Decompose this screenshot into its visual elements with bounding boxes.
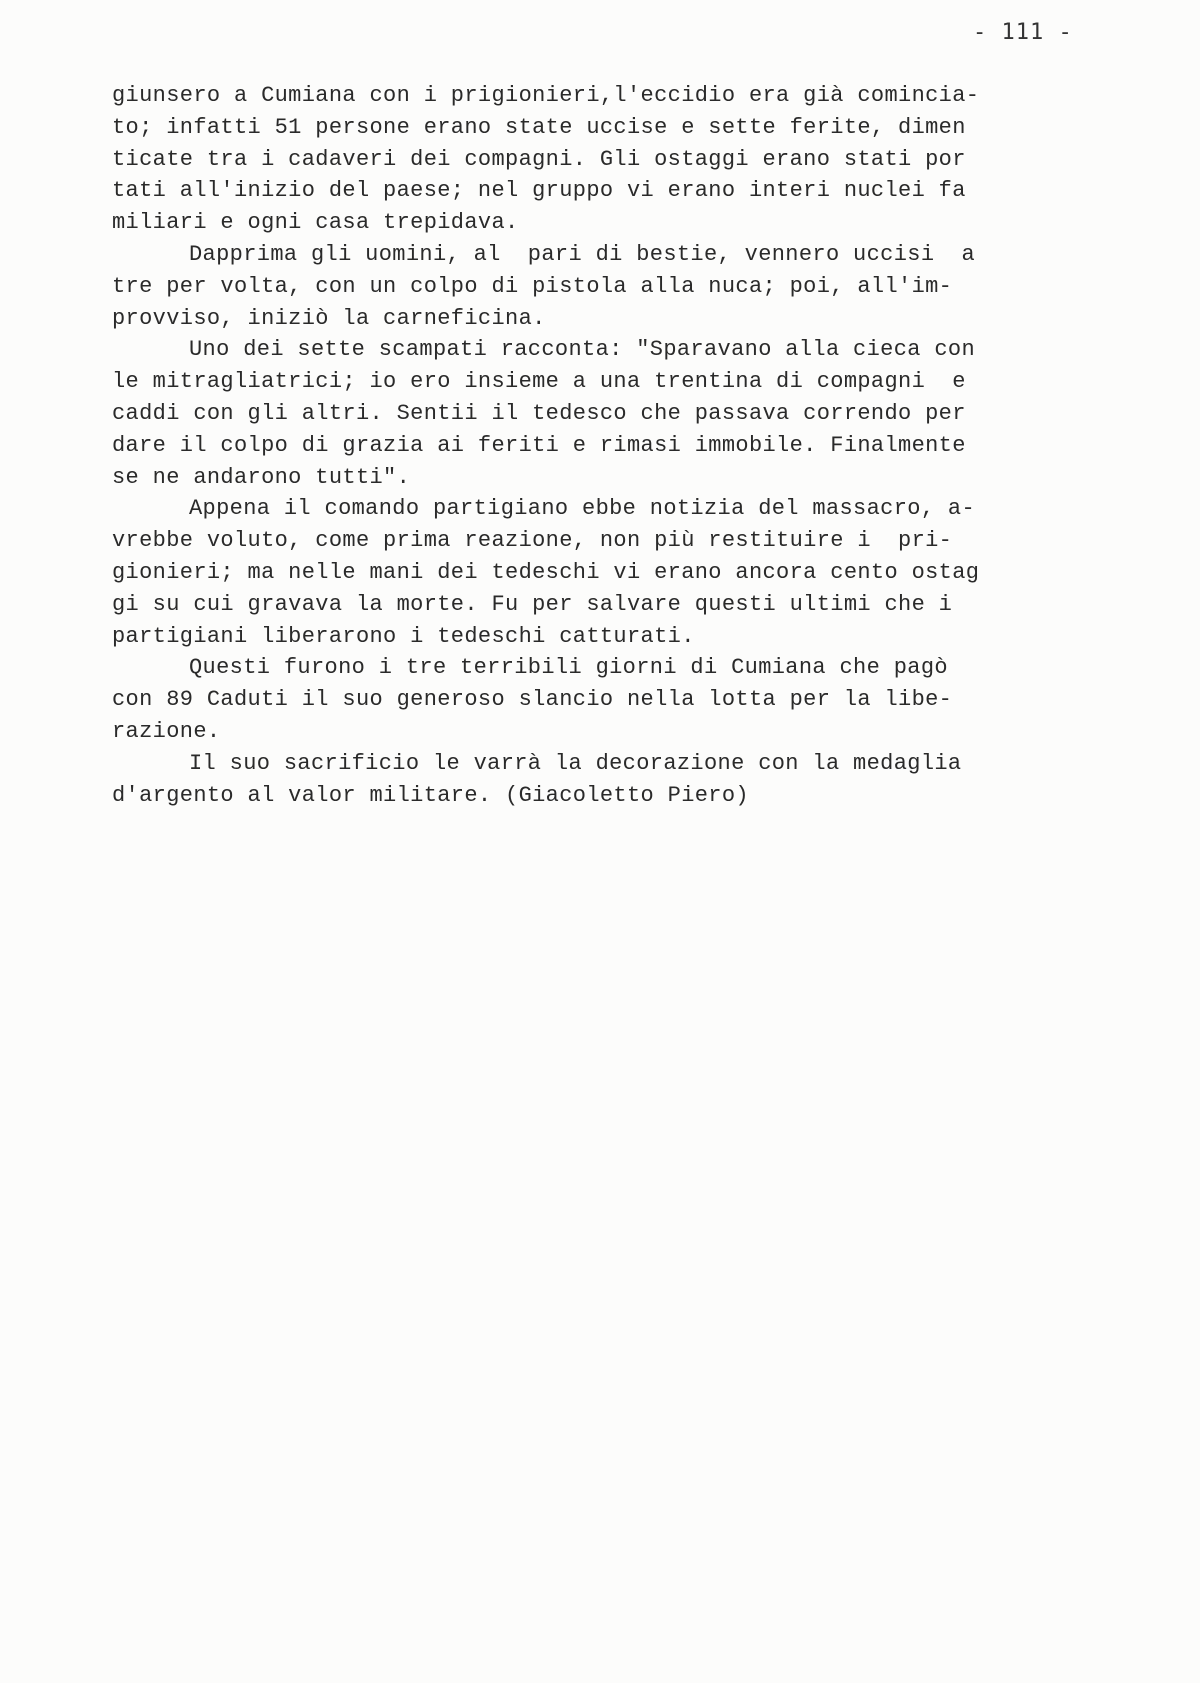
text-line: gi su cui gravava la morte. Fu per salvare questi ultimi che i bbox=[112, 591, 953, 617]
text-line: Appena il comando partigiano ebbe notizia del massacro, a- bbox=[189, 496, 976, 522]
text-line: ticate tra i cadaveri dei compagni. Gli ostaggi erano stati por bbox=[112, 146, 966, 172]
text-line: Dapprima gli uomini, al pari di bestie, vennero uccisi a bbox=[189, 241, 976, 267]
text-line: gionieri; ma nelle mani dei tedeschi vi erano ancora cento ostag bbox=[112, 559, 980, 585]
page-number: - 111 - bbox=[973, 20, 1073, 45]
text-line: miliari e ogni casa trepidava. bbox=[112, 210, 519, 236]
text-line: provviso, iniziò la carneficina. bbox=[112, 305, 546, 331]
text-line: se ne andarono tutti". bbox=[112, 464, 411, 490]
text-line: Questi furono i tre terribili giorni di Cumiana che pagò bbox=[189, 655, 948, 681]
text-line: le mitragliatrici; io ero insieme a una trentina di compagni e bbox=[112, 369, 966, 395]
text-line: Il suo sacrificio le varrà la decorazione con la medaglia bbox=[189, 750, 962, 776]
text-line: tati all'inizio del paese; nel gruppo vi erano interi nuclei fa bbox=[112, 178, 966, 204]
typed-text-body bbox=[112, 80, 1112, 811]
text-line: caddi con gli altri. Sentii il tedesco che passava correndo per bbox=[112, 400, 966, 426]
text-line: vrebbe voluto, come prima reazione, non più restituire i pri- bbox=[112, 528, 953, 554]
text-line: con 89 Caduti il suo generoso slancio nella lotta per la libe- bbox=[112, 687, 953, 713]
text-line: Uno dei sette scampati racconta: "Sparavano alla cieca con bbox=[189, 337, 976, 363]
text-line: giunsero a Cumiana con i prigionieri,l'eccidio era già comincia- bbox=[112, 83, 980, 108]
text-line: razione. bbox=[112, 718, 221, 744]
text-line: to; infatti 51 persone erano state uccise e sette ferite, dimen bbox=[112, 114, 966, 140]
text-line: dare il colpo di grazia ai feriti e rimasi immobile. Finalmente bbox=[112, 432, 966, 458]
text-line: tre per volta, con un colpo di pistola alla nuca; poi, all'im- bbox=[112, 273, 953, 299]
text-line: d'argento al valor militare. (Giacoletto Piero) bbox=[112, 782, 749, 808]
text-line: partigiani liberarono i tedeschi catturati. bbox=[112, 623, 695, 649]
